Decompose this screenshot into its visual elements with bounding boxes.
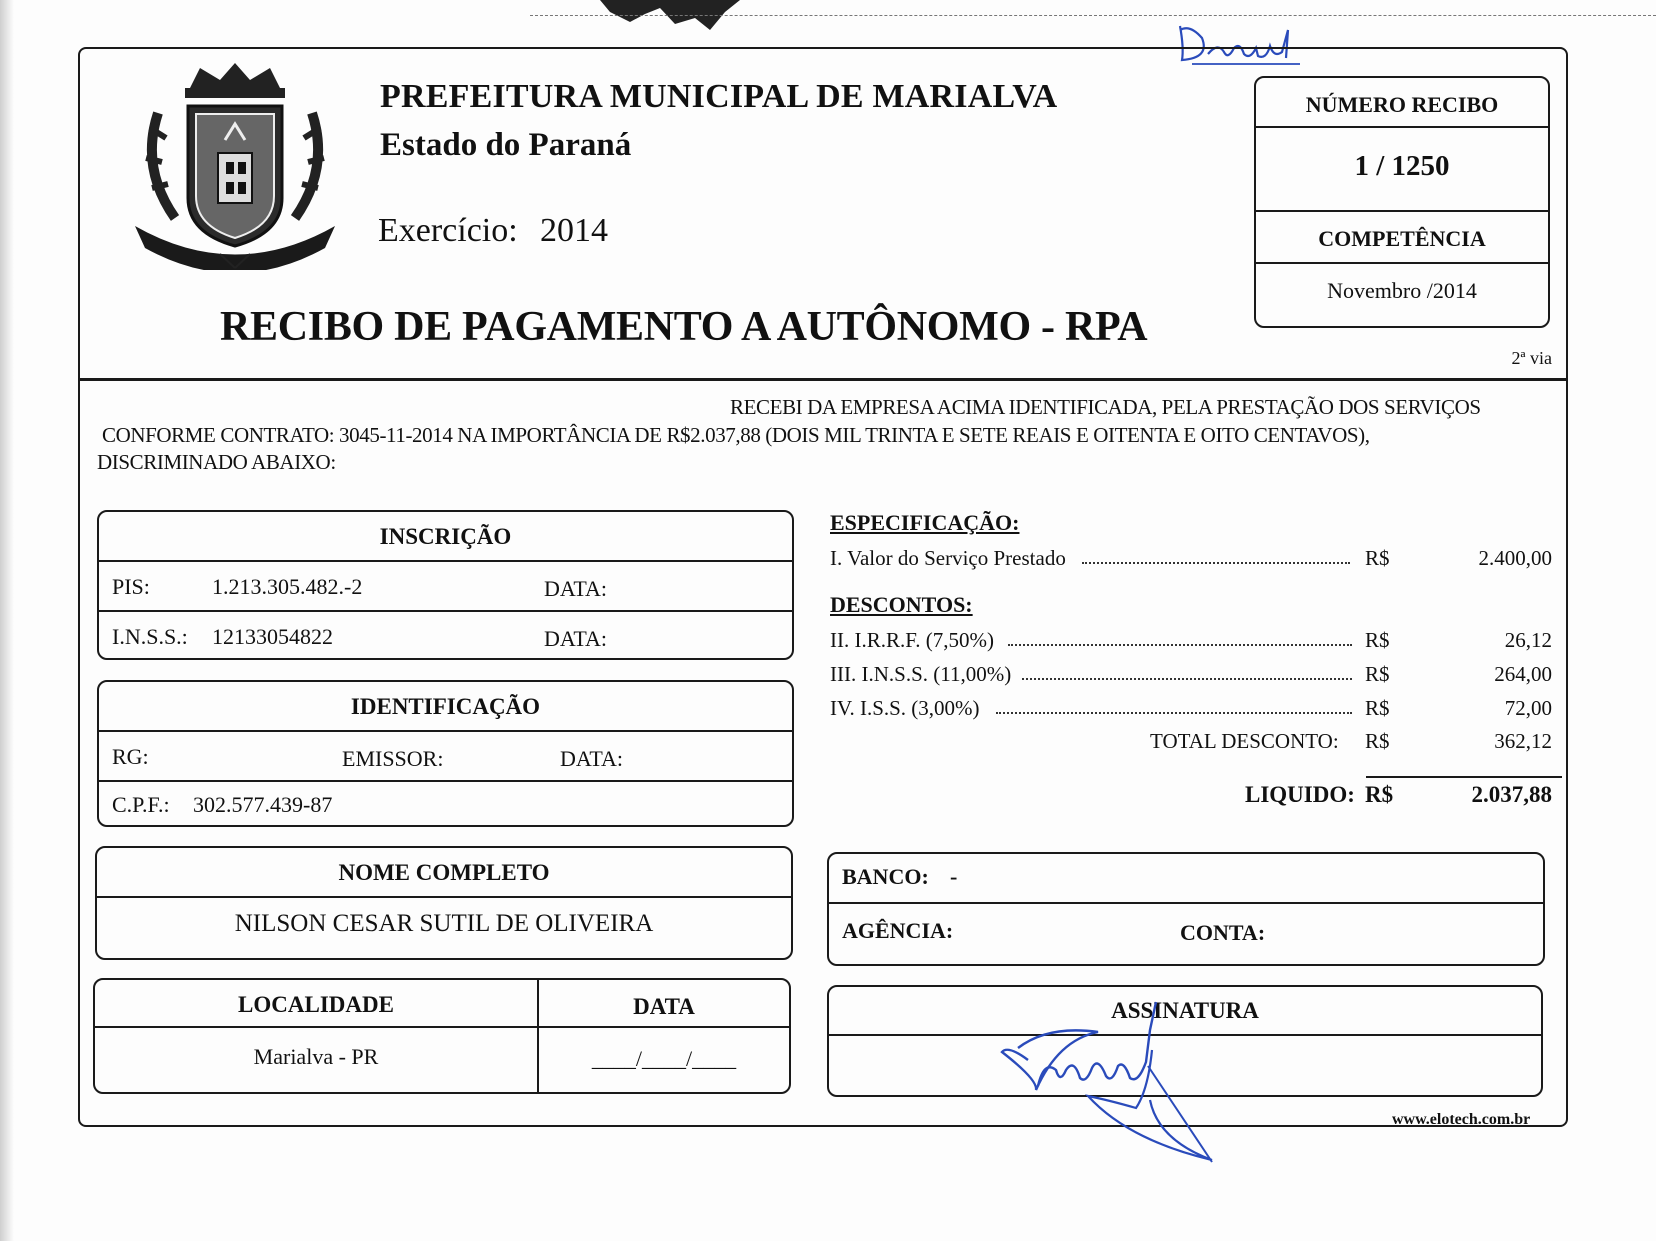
exercicio-value: 2014 xyxy=(540,212,608,249)
servico-label: I. Valor do Serviço Prestado xyxy=(830,546,1066,570)
inss-row xyxy=(830,662,1552,692)
liquido-row xyxy=(830,782,1552,812)
descontos-title: DESCONTOS: xyxy=(830,592,973,617)
competencia-value: Novembro /2014 xyxy=(1327,278,1477,303)
liquido-currency: R$ xyxy=(1365,782,1394,807)
localidade-title: LOCALIDADE xyxy=(238,992,394,1017)
header-divider xyxy=(80,378,1566,381)
statement-line-3: DISCRIMINADO ABAIXO: xyxy=(97,450,336,474)
divider xyxy=(1256,210,1548,212)
iss-label: IV. I.S.S. (3,00%) xyxy=(830,696,980,720)
agencia-label: AGÊNCIA: xyxy=(842,918,954,943)
irrf-label: II. I.R.R.F. (7,50%) xyxy=(830,628,994,652)
statement-line-2: CONFORME CONTRATO: 3045-11-2014 NA IMPORTÂNCIA DE R$2.037,88 (DOIS MIL TRINTA E SETE REAIS E OITENTA E OITO CENTAVOS), xyxy=(102,423,1370,447)
inss-value: 12133054822 xyxy=(212,624,333,649)
divider xyxy=(99,780,792,782)
iss-currency: R$ xyxy=(1365,696,1390,720)
divider xyxy=(1256,262,1548,264)
divider xyxy=(97,896,791,898)
state-name: Estado do Paraná xyxy=(380,127,632,163)
emissor-label: EMISSOR: xyxy=(342,746,444,771)
conta-label: CONTA: xyxy=(1180,920,1266,945)
divider xyxy=(1256,126,1548,128)
total-desconto-row xyxy=(830,729,1552,759)
irrf-value: 26,12 xyxy=(1504,628,1552,652)
statement-line-1: RECEBI DA EMPRESA ACIMA IDENTIFICADA, PELA PRESTAÇÃO DOS SERVIÇOS xyxy=(730,395,1481,419)
dot-leader xyxy=(996,712,1352,714)
scan-edge-shadow xyxy=(0,0,14,1241)
especificacao-title: ESPECIFICAÇÃO: xyxy=(830,510,1020,535)
banco-value: - xyxy=(950,864,958,889)
total-underline xyxy=(1366,776,1562,778)
total-desconto-value: 362,12 xyxy=(1494,729,1552,753)
total-desconto-label: TOTAL DESCONTO: xyxy=(1150,729,1339,753)
pis-label: PIS: xyxy=(112,574,150,599)
handwritten-signature xyxy=(998,990,1258,1170)
pis-value: 1.213.305.482.-2 xyxy=(212,574,363,599)
data-title: DATA xyxy=(633,994,695,1019)
rg-label: RG: xyxy=(112,744,149,769)
iss-value: 72,00 xyxy=(1504,696,1552,720)
divider xyxy=(99,560,792,562)
inss-desconto-value: 264,00 xyxy=(1494,662,1552,686)
inss-data-label: DATA: xyxy=(544,626,608,651)
divider xyxy=(829,902,1543,904)
irrf-currency: R$ xyxy=(1365,628,1390,652)
servico-row xyxy=(830,546,1552,576)
competencia-label: COMPETÊNCIA xyxy=(1318,226,1486,251)
top-dashed-edge xyxy=(530,15,1656,16)
irrf-row xyxy=(830,628,1552,658)
inss-currency: R$ xyxy=(1365,662,1390,686)
dot-leader xyxy=(1082,562,1350,564)
banco-box xyxy=(827,852,1545,966)
liquido-value: 2.037,88 xyxy=(1471,782,1552,807)
numero-recibo-label: NÚMERO RECIBO xyxy=(1305,92,1499,117)
banco-label: BANCO: xyxy=(842,864,929,889)
numero-recibo-value: 1 / 1250 xyxy=(1354,150,1450,182)
website-footer: www.elotech.com.br xyxy=(1392,1111,1531,1128)
inss-label: I.N.S.S.: xyxy=(112,624,188,649)
inss-desconto-label: III. I.N.S.S. (11,00%) xyxy=(830,662,1012,686)
nome-completo-title: NOME COMPLETO xyxy=(338,860,550,885)
localidade-value: Marialva - PR xyxy=(253,1044,379,1069)
nome-completo-value: NILSON CESAR SUTIL DE OLIVEIRA xyxy=(234,910,654,937)
cpf-value: 302.577.439-87 xyxy=(193,792,333,817)
servico-value: 2.400,00 xyxy=(1478,546,1552,570)
exercicio-label: Exercício: xyxy=(378,212,518,249)
assinatura-title: ASSINATURA xyxy=(1111,998,1259,1023)
dot-leader xyxy=(1008,644,1352,646)
document-title: RECIBO DE PAGAMENTO A AUTÔNOMO - RPA xyxy=(220,304,1148,350)
identificacao-title: IDENTIFICAÇÃO xyxy=(350,694,541,719)
servico-currency: R$ xyxy=(1365,546,1390,570)
inscricao-title: INSCRIÇÃO xyxy=(379,524,512,549)
municipal-seal xyxy=(130,58,340,270)
iss-row xyxy=(830,696,1552,726)
pis-data-label: DATA: xyxy=(544,576,608,601)
divider xyxy=(99,730,792,732)
total-desconto-currency: R$ xyxy=(1365,729,1390,753)
divider xyxy=(99,610,792,612)
dot-leader xyxy=(1022,678,1352,680)
data-value: ____/____/____ xyxy=(591,1046,737,1071)
cpf-label: C.P.F.: xyxy=(112,792,170,817)
via-label: 2ª via xyxy=(1511,348,1552,368)
org-name: PREFEITURA MUNICIPAL DE MARIALVA xyxy=(380,78,1058,115)
divider xyxy=(95,1026,789,1028)
identificacao-data-label: DATA: xyxy=(560,746,624,771)
liquido-label: LIQUIDO: xyxy=(1245,782,1355,807)
